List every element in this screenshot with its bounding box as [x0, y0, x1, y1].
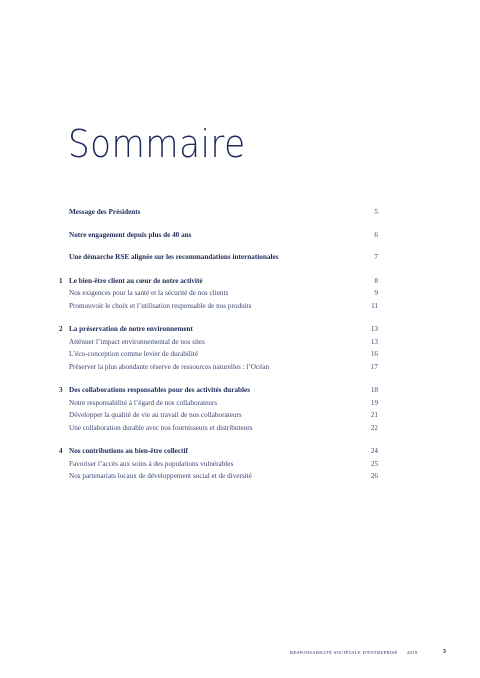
toc-entry-page: 9	[374, 289, 378, 297]
toc-section-4[interactable]	[0, 445, 480, 458]
toc-subentry[interactable]	[0, 422, 480, 435]
toc-entry-page: 5	[374, 208, 378, 216]
toc-subentry[interactable]	[0, 336, 480, 349]
toc-entry-label: Favoriser l’accès aux soins à des populations vulnérables	[69, 459, 234, 468]
toc-entry-label: Une collaboration durable avec nos fournisseurs et distributeurs	[69, 423, 253, 432]
toc-entry-label: L’éco-conception comme levier de durabilité	[69, 350, 199, 358]
toc-subentry[interactable]	[0, 458, 480, 471]
toc-entry-label: Promouvoir le choix et l’utilisation responsable de nos produits	[69, 301, 252, 310]
page-title: Sommaire	[68, 122, 246, 166]
toc-subentry[interactable]	[0, 348, 480, 361]
toc-entry-label: Notre responsabilité à l’égard de nos collaborateurs	[69, 398, 218, 407]
toc-entry-page: 17	[370, 362, 378, 371]
toc-section-number: 3	[59, 386, 63, 394]
toc-entry-label: Message des Présidents	[69, 208, 141, 216]
toc-section-3[interactable]	[0, 384, 480, 397]
toc-entry-page: 18	[370, 386, 378, 394]
toc-entry-label: Développer la qualité de vie au travail de nos collaborateurs	[69, 411, 242, 419]
toc-entry-page: 8	[374, 276, 378, 285]
toc-entry-page: 21	[370, 411, 378, 419]
toc-entry-label: Notre engagement depuis plus de 40 ans	[69, 230, 192, 239]
toc-entry-rse-approach[interactable]	[0, 251, 480, 264]
toc-entry-label: Atténuer l’impact environnemental de nos sites	[69, 337, 205, 346]
footer-year: 2019	[406, 650, 418, 655]
toc-entry-page: 13	[370, 325, 378, 333]
toc-entry-label: Préserver la plus abondante réserve de ressources naturelles : l’Océan	[69, 362, 270, 371]
page-number: 3	[442, 648, 446, 655]
toc-entry-page: 16	[370, 350, 378, 358]
toc-section-1[interactable]	[0, 275, 480, 288]
toc-entry-engagement[interactable]	[0, 229, 480, 242]
toc-entry-page: 22	[370, 423, 378, 432]
toc-section-number: 2	[59, 325, 63, 333]
toc-section-2[interactable]	[0, 323, 480, 336]
toc-section-title: Des collaborations responsables pour des activités durables	[69, 386, 251, 394]
toc-subentry[interactable]	[0, 397, 480, 410]
footer-label: RESPONSABILITÉ SOCIÉTALE D'ENTREPRISE	[290, 650, 398, 655]
toc-entry-page: 6	[374, 230, 378, 239]
toc-entry-page: 26	[370, 472, 378, 480]
toc-entry-page: 19	[370, 398, 378, 407]
toc-section-title: La préservation de notre environnement	[69, 325, 193, 333]
page-footer	[290, 650, 417, 655]
toc-subentry[interactable]	[0, 287, 480, 300]
table-of-contents	[0, 206, 480, 483]
toc-entry-page: 24	[370, 447, 378, 455]
toc-subentry[interactable]	[0, 409, 480, 422]
toc-entry-label: Nos exigences pour la santé et la sécurité de nos clients	[69, 289, 229, 297]
toc-entry-label: Une démarche RSE alignée sur les recommandations internationales	[69, 253, 279, 261]
toc-entry-presidents-message[interactable]	[0, 206, 480, 219]
toc-entry-page: 7	[374, 253, 378, 261]
toc-section-number: 1	[59, 276, 63, 285]
toc-section-title: Le bien-être client au cœur de notre activité	[69, 276, 203, 285]
toc-subentry[interactable]	[0, 470, 480, 483]
toc-entry-page: 13	[370, 337, 378, 346]
toc-entry-label: Nos partenariats locaux de développement social et de diversité	[69, 472, 252, 480]
toc-subentry[interactable]	[0, 361, 480, 374]
toc-subentry[interactable]	[0, 300, 480, 313]
toc-entry-page: 11	[371, 301, 378, 310]
toc-entry-page: 25	[370, 459, 378, 468]
toc-section-number: 4	[59, 447, 63, 455]
toc-section-title: Nos contributions au bien-être collectif	[69, 447, 188, 455]
